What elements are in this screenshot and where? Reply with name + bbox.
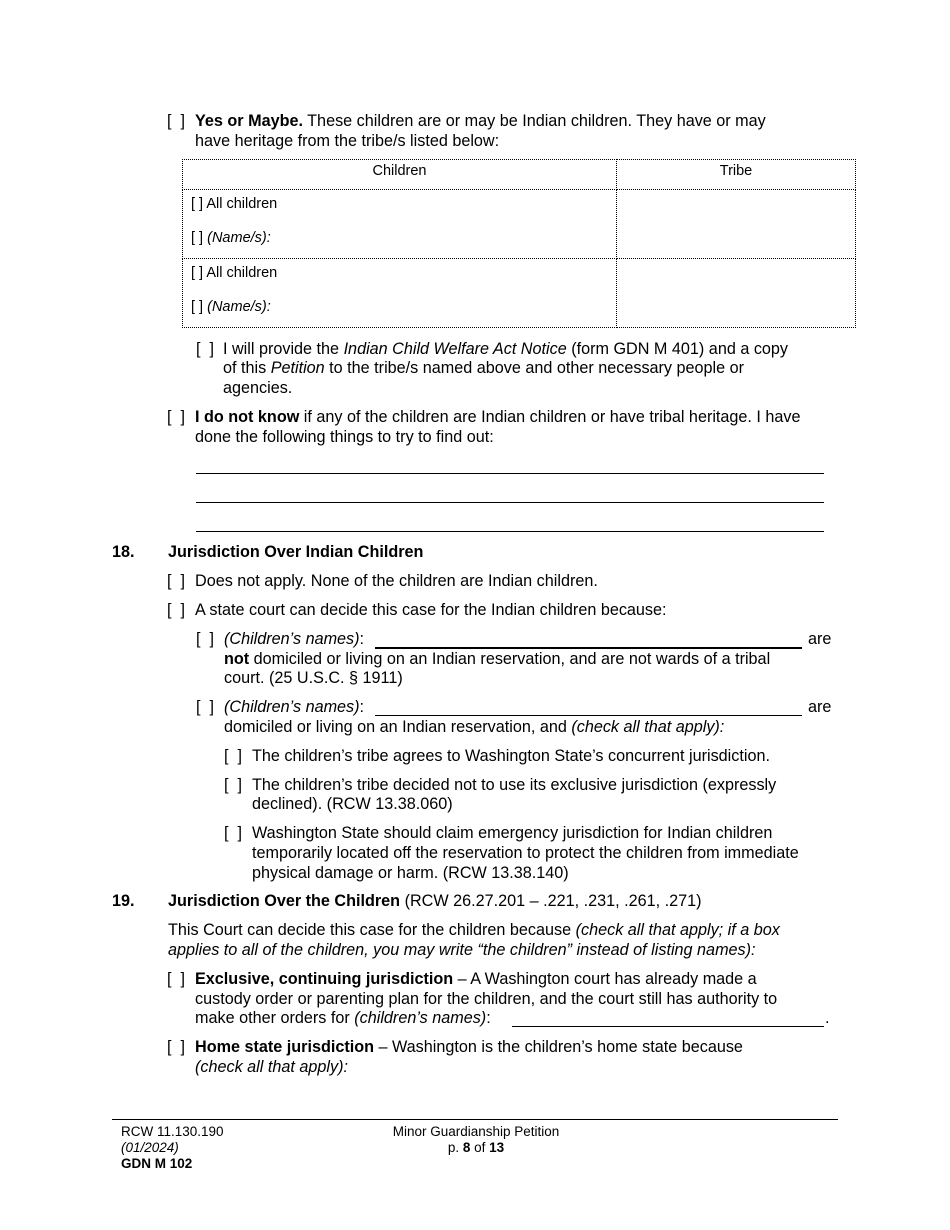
table-row bbox=[183, 259, 856, 328]
section-18-number: 18. bbox=[112, 543, 135, 561]
footer-title: Minor Guardianship Petition bbox=[392, 1124, 560, 1139]
footer-rcw: RCW 11.130.190 bbox=[121, 1124, 224, 1139]
declined-checkbox[interactable]: [ ] bbox=[224, 776, 242, 794]
footer-page bbox=[356, 1140, 596, 1156]
names-checkbox[interactable]: [ ] bbox=[191, 230, 208, 246]
icwa-text: (form GDN M 401) and a copy bbox=[566, 340, 789, 358]
dont-know-checkbox[interactable]: [ ] bbox=[167, 408, 185, 426]
not-domiciled-checkbox[interactable]: [ ] bbox=[196, 630, 214, 648]
all-children-option[interactable]: [ ] All children bbox=[191, 265, 278, 281]
home-state-line2: (check all that apply): bbox=[195, 1058, 348, 1076]
section-19-rcw: (RCW 26.27.201 – .221, .231, .261, .271) bbox=[400, 892, 702, 910]
icwa-checkbox[interactable]: [ ] bbox=[196, 340, 214, 358]
state-court-text: A state court can decide this case for the Indian children because: bbox=[195, 601, 667, 619]
domiciled-line2 bbox=[224, 718, 724, 738]
icwa-line3: agencies. bbox=[223, 379, 293, 397]
s19-intro-line1 bbox=[168, 921, 780, 941]
colon: : bbox=[486, 1009, 491, 1027]
icwa-petition: Petition bbox=[270, 359, 325, 377]
footer-date: (01/2024) bbox=[121, 1140, 179, 1155]
childrens-names-label: (Children’s names) bbox=[224, 698, 360, 716]
names-option[interactable] bbox=[191, 229, 271, 249]
tribe-cell[interactable] bbox=[617, 259, 856, 328]
home-state-checkbox[interactable]: [ ] bbox=[167, 1038, 185, 1056]
exclusive-line1 bbox=[195, 970, 757, 990]
home-state-line1 bbox=[195, 1038, 743, 1058]
names-label: (Name/s): bbox=[207, 230, 271, 246]
footer-form-number: GDN M 102 bbox=[121, 1156, 193, 1171]
exclusive-checkbox[interactable]: [ ] bbox=[167, 970, 185, 988]
dont-know-line1 bbox=[195, 408, 801, 428]
tribe-cell[interactable] bbox=[617, 190, 856, 259]
page-total: 13 bbox=[489, 1140, 505, 1155]
section-19-title: Jurisdiction Over the Children bbox=[168, 892, 401, 910]
declined-line1: The children’s tribe decided not to use its exclusive jurisdiction (expressly bbox=[252, 776, 777, 794]
table-row bbox=[183, 190, 856, 259]
domiciled-label bbox=[224, 698, 364, 718]
section-19-heading bbox=[168, 892, 702, 912]
yes-maybe-line2: have heritage from the tribe/s listed below: bbox=[195, 132, 500, 150]
colon: : bbox=[359, 698, 365, 716]
icwa-line2 bbox=[223, 359, 744, 379]
not-domiciled-label bbox=[224, 630, 364, 650]
page-of: of bbox=[470, 1140, 490, 1155]
period: . bbox=[825, 1009, 830, 1027]
page-prefix: p. bbox=[447, 1140, 463, 1155]
yes-maybe-line1 bbox=[195, 112, 766, 132]
emergency-checkbox[interactable]: [ ] bbox=[224, 824, 242, 842]
table-header-children: Children bbox=[183, 160, 617, 190]
concurrent-text: The children’s tribe agrees to Washington State’s concurrent jurisdiction. bbox=[252, 747, 770, 765]
childrens-names-label: (Children’s names) bbox=[224, 630, 360, 648]
icwa-text: I will provide the bbox=[223, 340, 344, 358]
childrens-names-label: (children’s names) bbox=[354, 1009, 487, 1027]
emergency-line1: Washington State should claim emergency jurisdiction for Indian children bbox=[252, 824, 773, 842]
answer-line-2[interactable] bbox=[196, 502, 824, 503]
section-18-title: Jurisdiction Over Indian Children bbox=[168, 543, 424, 561]
not-domiciled-line3: court. (25 U.S.C. § 1911) bbox=[224, 669, 403, 687]
not-domiciled-text: domiciled or living on an Indian reservation, and are not wards of a tribal bbox=[249, 650, 771, 668]
not-domiciled-names-field[interactable] bbox=[375, 647, 802, 649]
not-bold: not bbox=[224, 650, 250, 668]
dont-know-text: if any of the children are Indian children or have tribal heritage. I have bbox=[299, 408, 801, 426]
home-state-text: – Washington is the children’s home state because bbox=[374, 1038, 743, 1056]
children-tribe-table bbox=[182, 159, 856, 328]
page-number: 8 bbox=[462, 1140, 471, 1155]
are-text: are bbox=[808, 698, 832, 716]
exclusive-line3 bbox=[195, 1009, 491, 1029]
s19-intro-text: This Court can decide this case for the children because bbox=[168, 921, 576, 939]
exclusive-bold: Exclusive, continuing jurisdiction bbox=[195, 970, 454, 988]
emergency-line3: physical damage or harm. (RCW 13.38.140) bbox=[252, 864, 569, 882]
domiciled-checkbox[interactable]: [ ] bbox=[196, 698, 214, 716]
check-all-instruction: (check all that apply): bbox=[571, 718, 725, 736]
children-cell bbox=[183, 259, 617, 328]
dont-know-line2: done the following things to try to find out: bbox=[195, 428, 494, 446]
dont-know-bold: I do not know bbox=[195, 408, 300, 426]
not-domiciled-line2 bbox=[224, 650, 770, 670]
yes-maybe-bold: Yes or Maybe. bbox=[195, 112, 303, 130]
s19-intro-instruction: (check all that apply; if a box bbox=[575, 921, 780, 939]
home-state-bold: Home state jurisdiction bbox=[195, 1038, 374, 1056]
emergency-line2: temporarily located off the reservation to protect the children from immediate bbox=[252, 844, 799, 862]
state-court-checkbox[interactable]: [ ] bbox=[167, 601, 185, 619]
yes-maybe-text1: These children are or may be Indian children. They have or may bbox=[302, 112, 766, 130]
declined-line2: declined). (RCW 13.38.060) bbox=[252, 795, 453, 813]
answer-line-3[interactable] bbox=[196, 531, 824, 532]
are-text: are bbox=[808, 630, 832, 648]
icwa-line1 bbox=[223, 340, 788, 360]
icwa-text: to the tribe/s named above and other necessary people or bbox=[324, 359, 745, 377]
all-children-option[interactable]: [ ] All children bbox=[191, 196, 278, 212]
domiciled-names-field[interactable] bbox=[375, 715, 802, 716]
names-label: (Name/s): bbox=[207, 299, 271, 315]
exclusive-text: make other orders for bbox=[195, 1009, 355, 1027]
children-cell bbox=[183, 190, 617, 259]
does-not-apply-checkbox[interactable]: [ ] bbox=[167, 572, 185, 590]
icwa-text: of this bbox=[223, 359, 271, 377]
section-19-number: 19. bbox=[112, 892, 135, 910]
footer-divider bbox=[112, 1119, 838, 1120]
answer-line-1[interactable] bbox=[196, 473, 824, 474]
concurrent-checkbox[interactable]: [ ] bbox=[224, 747, 242, 765]
does-not-apply-text: Does not apply. None of the children are Indian children. bbox=[195, 572, 598, 590]
yes-maybe-checkbox[interactable]: [ ] bbox=[167, 112, 185, 130]
exclusive-line2: custody order or parenting plan for the children, and the court still has authority to bbox=[195, 990, 778, 1008]
table-header-tribe: Tribe bbox=[617, 160, 856, 190]
exclusive-text: – A Washington court has already made a bbox=[453, 970, 757, 988]
exclusive-names-field[interactable] bbox=[512, 1026, 824, 1027]
colon: : bbox=[359, 630, 365, 648]
names-option[interactable] bbox=[191, 298, 271, 318]
s19-intro-line2: applies to all of the children, you may write “the children” instead of listing names): bbox=[168, 941, 756, 959]
names-checkbox[interactable]: [ ] bbox=[191, 299, 208, 315]
domiciled-text: domiciled or living on an Indian reservation, and bbox=[224, 718, 572, 736]
icwa-notice-name: Indian Child Welfare Act Notice bbox=[343, 340, 567, 358]
